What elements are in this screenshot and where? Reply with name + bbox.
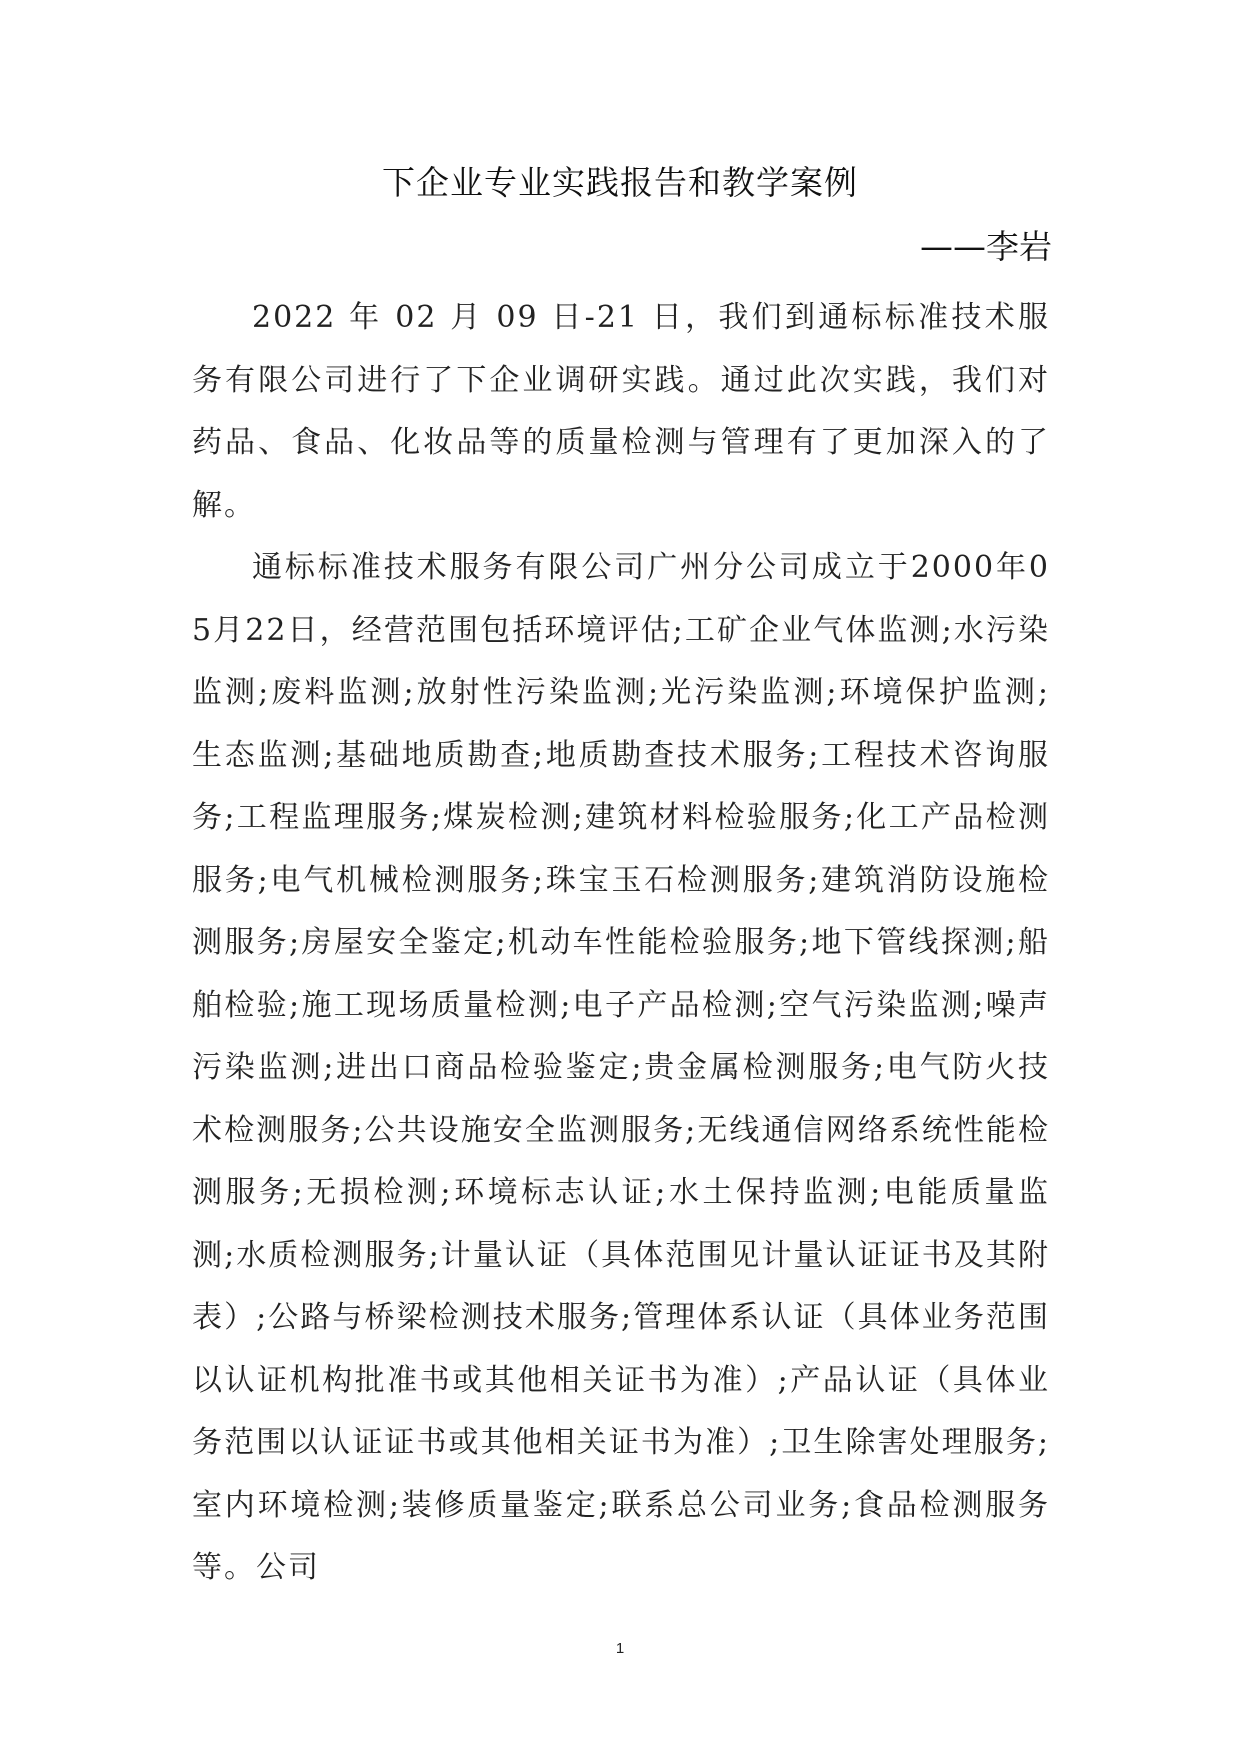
document-body xyxy=(192,287,1050,1600)
document-title: 下企业专业实践报告和教学案例 xyxy=(382,163,858,202)
body-paragraph: 2022 年 02 月 09 日-21 日，我们到通标标准技术服务有限公司进行了下企业调研实践。通过此次实践，我们对药品、食品、化妆品等的质量检测与管理有了更加深入的了解。 xyxy=(192,300,1050,523)
page-number: 1 xyxy=(615,1640,625,1657)
document-author: ——李岩 xyxy=(920,227,1052,266)
body-paragraph: 通标标准技术服务有限公司广州分公司成立于2000年05月22日，经营范围包括环境评估;工矿企业气体监测;水污染监测;废料监测;放射性污染监测;光污染监测;环境保护监测;生态监测;基础地质勘查;地质勘查技术服务;工程技术咨询服务;工程监理服务;煤炭检测;建筑材料检验服务;化工产品检测服务;电气机械检测服务;珠宝玉石检测服务;建筑消防设施检测服务;房屋安全鉴定;机动车性能检验服务;地下管线探测;船舶检验;施工现场质量检测;电子产品检测;空气污染监测;噪声污染监测;进出口商品检验鉴定;贵金属检测服务;电气防火技术检测服务;公共设施安全监测服务;无线通信网络系统性能检测服务;无损检测;环境标志认证;水土保持监测;电能质量监测;水质检测服务;计量认证（具体范围见计量认证证书及其附表）;公路与桥梁检测技术服务;管理体系认证（具体业务范围以认证机构批准书或其他相关证书为准）;产品认证（具体业务范围以认证证书或其他相关证书为准）;卫生除害处理服务;室内环境检测;装修质量鉴定;联系总公司业务;食品检测服务等。公司 xyxy=(192,550,1050,1585)
